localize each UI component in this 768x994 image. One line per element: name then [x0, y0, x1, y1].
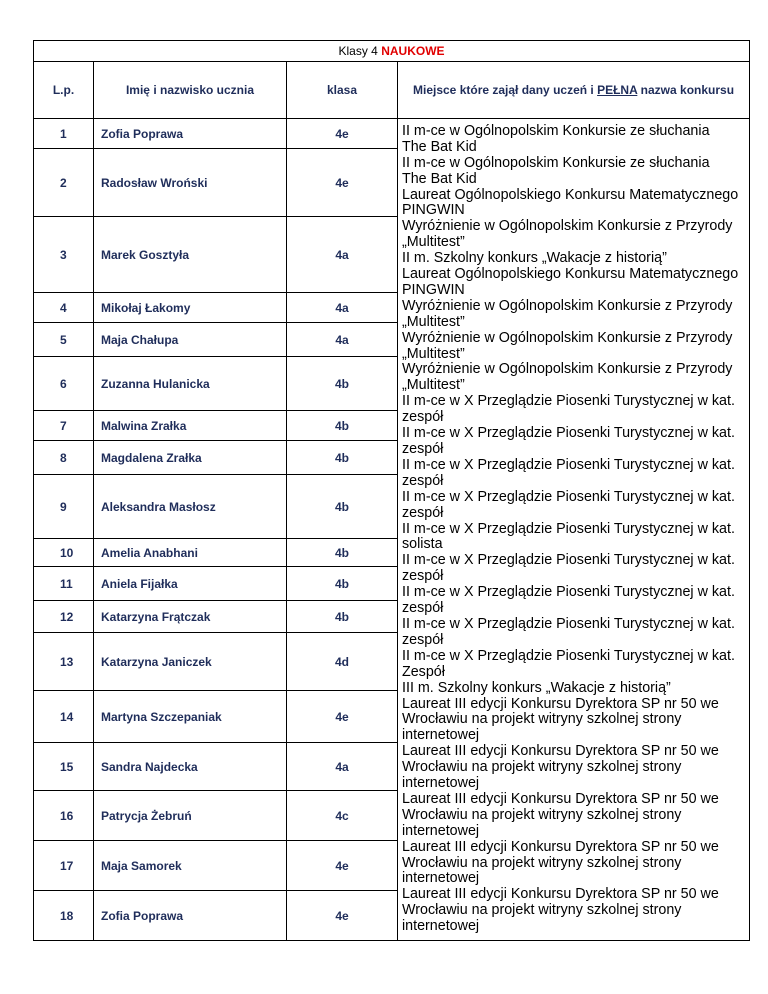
achievement-line: zespół: [402, 472, 444, 489]
achievement-line: II m-ce w X Przeglądzie Piosenki Turystycznej w kat.: [402, 584, 735, 601]
achievement-line: „Multitest”: [402, 234, 465, 251]
student-name: Amelia Anabhani: [94, 539, 287, 567]
achievement-line: II m-ce w X Przeglądzie Piosenki Turystycznej w kat.: [402, 393, 735, 410]
achievement-line: „Multitest”: [402, 313, 465, 330]
header-place-b: PEŁNA: [597, 83, 638, 97]
achievement-line: II m-ce w X Przeglądzie Piosenki Turystycznej w kat.: [402, 647, 735, 664]
row-number: 12: [34, 601, 94, 633]
achievement-line: II m-ce w X Przeglądzie Piosenki Turystycznej w kat.: [402, 520, 735, 537]
achievement-line: solista: [402, 536, 443, 553]
student-name: Malwina Zrałka: [94, 411, 287, 441]
row-number: 6: [34, 357, 94, 411]
student-class: 4a: [287, 217, 398, 293]
header-place-a: Miejsce które zajął dany uczeń i: [413, 83, 594, 97]
student-name: Maja Samorek: [94, 841, 287, 891]
row-number: 3: [34, 217, 94, 293]
achievement-line: II m-ce w Ogólnopolskim Konkursie ze słuchania: [402, 154, 710, 171]
achievement-line: II m-ce w X Przeglądzie Piosenki Turystycznej w kat.: [402, 425, 735, 442]
achievement-line: Laureat III edycji Konkursu Dyrektora SP nr 50 we: [402, 790, 719, 807]
row-number: 13: [34, 633, 94, 691]
achievement-line: II m-ce w Ogólnopolskim Konkursie ze słuchania: [402, 122, 710, 139]
student-name: Maja Chałupa: [94, 323, 287, 357]
achievement-line: Wrocławiu na projekt witryny szkolnej strony: [402, 806, 682, 823]
row-number: 18: [34, 891, 94, 941]
achievement-line: zespół: [402, 600, 444, 617]
row-number: 9: [34, 475, 94, 539]
student-name: Patrycja Żebruń: [94, 791, 287, 841]
student-name: Katarzyna Frątczak: [94, 601, 287, 633]
achievement-line: Laureat Ogólnopolskiego Konkursu Matematycznego: [402, 186, 739, 203]
student-class: 4b: [287, 475, 398, 539]
row-number: 4: [34, 293, 94, 323]
achievement-line: Wyróżnienie w Ogólnopolskim Konkursie z Przyrody: [402, 297, 733, 314]
row-number: 10: [34, 539, 94, 567]
achievements-cell: [398, 119, 750, 941]
header-klasa: klasa: [287, 62, 398, 119]
student-name: Sandra Najdecka: [94, 743, 287, 791]
achievement-line: zespół: [402, 631, 444, 648]
header-lp: L.p.: [34, 62, 94, 119]
achievement-line: internetowej: [402, 822, 480, 839]
row-number: 17: [34, 841, 94, 891]
achievement-line: „Multitest”: [402, 377, 465, 394]
achievement-line: II m-ce w X Przeglądzie Piosenki Turystycznej w kat.: [402, 615, 735, 632]
header-place-c: nazwa konkursu: [640, 83, 735, 97]
table-row: [34, 119, 750, 149]
achievement-line: Zespół: [402, 663, 445, 680]
achievement-line: II m-ce w X Przeglądzie Piosenki Turystycznej w kat.: [402, 456, 735, 473]
student-name: Katarzyna Janiczek: [94, 633, 287, 691]
achievement-line: II m-ce w X Przeglądzie Piosenki Turystycznej w kat.: [402, 552, 735, 569]
achievement-line: internetowej: [402, 727, 480, 744]
student-class: 4e: [287, 891, 398, 941]
row-number: 11: [34, 567, 94, 601]
achievement-line: Laureat III edycji Konkursu Dyrektora SP nr 50 we: [402, 695, 719, 712]
achievement-line: The Bat Kid: [402, 170, 477, 187]
student-name: Radosław Wroński: [94, 149, 287, 217]
achievement-line: zespół: [402, 568, 444, 585]
student-class: 4b: [287, 567, 398, 601]
achievement-line: The Bat Kid: [402, 138, 477, 155]
student-name: Zuzanna Hulanicka: [94, 357, 287, 411]
achievement-line: II m. Szkolny konkurs „Wakacje z historią”: [402, 250, 667, 267]
student-class: 4a: [287, 743, 398, 791]
achievement-line: Wrocławiu na projekt witryny szkolnej strony: [402, 902, 682, 919]
achievement-line: Laureat III edycji Konkursu Dyrektora SP nr 50 we: [402, 886, 719, 903]
student-class: 4b: [287, 601, 398, 633]
student-class: 4e: [287, 841, 398, 891]
achievement-line: internetowej: [402, 775, 480, 792]
achievement-line: Wyróżnienie w Ogólnopolskim Konkursie z Przyrody: [402, 329, 733, 346]
student-name: Zofia Poprawa: [94, 119, 287, 149]
title-highlight: NAUKOWE: [381, 43, 445, 58]
student-class: 4a: [287, 293, 398, 323]
header-place: [398, 62, 750, 119]
achievement-line: zespół: [402, 504, 444, 521]
student-class: 4e: [287, 691, 398, 743]
achievement-line: Wrocławiu na projekt witryny szkolnej strony: [402, 854, 682, 871]
achievement-line: Laureat Ogólnopolskiego Konkursu Matematycznego: [402, 266, 739, 283]
achievement-line: „Multitest”: [402, 345, 465, 362]
student-name: Aleksandra Masłosz: [94, 475, 287, 539]
student-class: 4a: [287, 323, 398, 357]
student-name: Magdalena Zrałka: [94, 441, 287, 475]
row-number: 8: [34, 441, 94, 475]
student-class: 4b: [287, 539, 398, 567]
achievement-line: Laureat III edycji Konkursu Dyrektora SP nr 50 we: [402, 743, 719, 760]
student-class: 4b: [287, 441, 398, 475]
achievement-line: Wyróżnienie w Ogólnopolskim Konkursie z Przyrody: [402, 218, 733, 235]
student-class: 4b: [287, 411, 398, 441]
student-class: 4c: [287, 791, 398, 841]
student-name: Marek Gosztyła: [94, 217, 287, 293]
student-class: 4e: [287, 149, 398, 217]
achievement-line: PINGWIN: [402, 202, 465, 219]
header-name: Imię i nazwisko ucznia: [94, 62, 287, 119]
student-class: 4e: [287, 119, 398, 149]
row-number: 15: [34, 743, 94, 791]
achievement-line: Wyróżnienie w Ogólnopolskim Konkursie z Przyrody: [402, 361, 733, 378]
achievement-line: II m-ce w X Przeglądzie Piosenki Turystycznej w kat.: [402, 488, 735, 505]
achievement-line: Laureat III edycji Konkursu Dyrektora SP nr 50 we: [402, 838, 719, 855]
student-name: Zofia Poprawa: [94, 891, 287, 941]
student-name: Martyna Szczepaniak: [94, 691, 287, 743]
student-name: Mikołaj Łakomy: [94, 293, 287, 323]
achievement-line: PINGWIN: [402, 281, 465, 298]
achievement-line: III m. Szkolny konkurs „Wakacje z historią”: [402, 679, 671, 696]
achievement-line: Wrocławiu na projekt witryny szkolnej strony: [402, 759, 682, 776]
row-number: 14: [34, 691, 94, 743]
student-class: 4d: [287, 633, 398, 691]
row-number: 5: [34, 323, 94, 357]
results-table: [33, 40, 750, 941]
row-number: 2: [34, 149, 94, 217]
achievement-line: internetowej: [402, 870, 480, 887]
table-title: [34, 41, 750, 62]
row-number: 16: [34, 791, 94, 841]
achievement-line: zespół: [402, 409, 444, 426]
row-number: 1: [34, 119, 94, 149]
achievement-line: Wrocławiu na projekt witryny szkolnej strony: [402, 711, 682, 728]
title-prefix: Klasy 4: [338, 43, 378, 58]
row-number: 7: [34, 411, 94, 441]
achievement-line: internetowej: [402, 918, 480, 935]
achievement-line: zespół: [402, 441, 444, 458]
student-name: Aniela Fijałka: [94, 567, 287, 601]
student-class: 4b: [287, 357, 398, 411]
